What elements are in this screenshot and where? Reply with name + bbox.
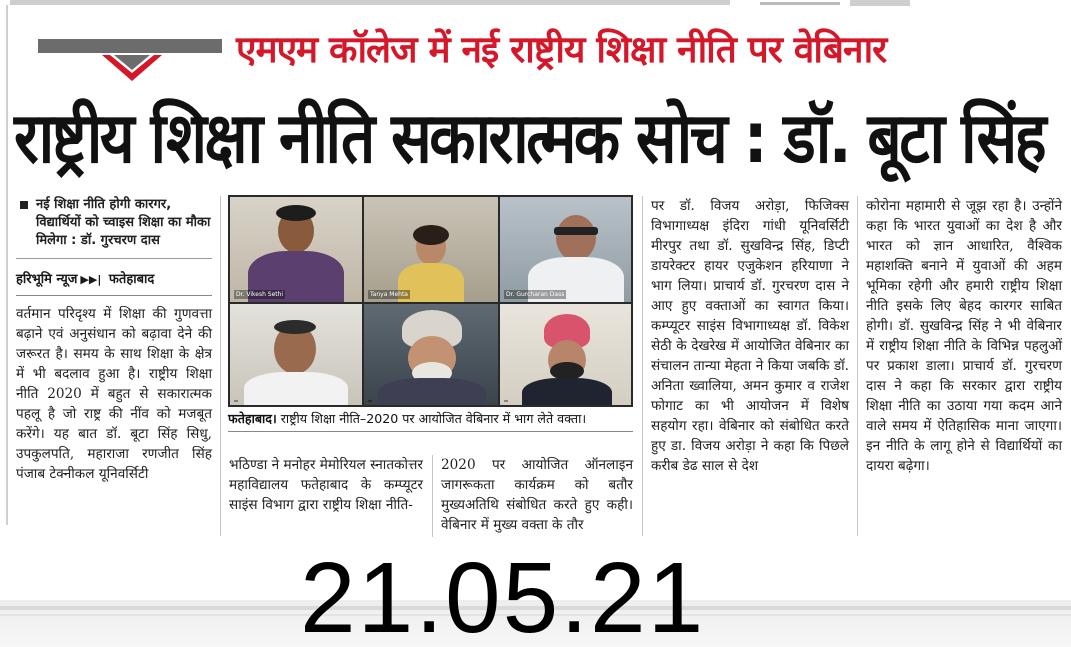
chevron-down-icon bbox=[100, 51, 164, 87]
page-edge-rule bbox=[6, 5, 8, 525]
column-divider bbox=[642, 196, 643, 536]
highlight-box bbox=[16, 196, 212, 259]
photo-tile bbox=[230, 304, 362, 405]
body-text-col2: भठिण्डा ने मनोहर मेमोरियल स्नातकोत्तर महाविद्यालय फतेहाबाद के कम्प्यूटर साइंस विभाग द्वारा राष्ट्रीय शिक्षा नीति- bbox=[229, 457, 423, 513]
tile-label: Dr. Vikesh Sethi bbox=[236, 291, 284, 298]
body-text-col5: कोरोना महामारी से जूझ रहा है। उन्होंने कहा कि भारत युवाओं का देश है और भारत को ज्ञान आधारित, वैश्विक महाशक्ति बनाने में युवाओं की अहम भूमिका रहेगी और हमारी राष्ट्रीय शिक्षा नीति इसके लिए बेहद कारगर साबित होगी। डॉ. सुखविन्द्र सिंह ने भी वेबिनार में राष्ट्रीय शिक्षा नीति के विभिन्न पहलुओं पर प्रकाश डाला। प्राचार्य डॉ. गुरचरण दास ने कहा कि सरकार द्वारा राष्ट्रीय शिक्षा नीति का उठाया गया कदम आने वाले समय में ऐतिहासिक माना जाएगा। इन नीति के लागू होने से विद्यार्थियों का दायरा बढ़ेगा। bbox=[866, 198, 1062, 474]
column-1 bbox=[16, 196, 212, 484]
photo-tile bbox=[230, 197, 362, 302]
column-divider bbox=[857, 196, 858, 536]
tile-label bbox=[234, 400, 238, 402]
tile-label bbox=[504, 400, 508, 402]
caption-place: फतेहाबाद। bbox=[228, 411, 277, 426]
highlight-text: नई शिक्षा नीति होगी कारगर, विद्यार्थियों को च्वाइस शिक्षा का मौका मिलेगा : डॉ. गुरचरण दास bbox=[36, 197, 211, 248]
column-divider bbox=[220, 196, 221, 536]
main-headline: राष्ट्रीय शिक्षा नीति सकारात्मक सोच : डॉ. बूटा सिंह bbox=[14, 97, 1045, 179]
arrow-icon: ▶▶| bbox=[80, 273, 102, 286]
photo-tile bbox=[500, 197, 631, 302]
body-text-col4: पर डॉ. विजय अरोड़ा, फिजिक्स विभागाध्यक्ष इंदिरा गांधी यूनिवर्सिटी मीरपुर तथा डॉ. सुखविन्द्र सिंह, डिप्टी डायरेक्टर हायर एजुकेशन हरियाणा ने भाग लिया। प्राचार्य डॉ. गुरचरण दास ने आए हुए वक्ताओं का स्वागत किया। कम्प्यूटर साइंस विभागाध्यक्ष डॉ. विकेश सेठी के देखरेख में आयोजित वेबिनार का संचालन तान्या मेहता ने किया जबकि डॉ. अनिता ख्वालिया, अमन कुमार व राजेश फोगाट का भी आयोजन में विशेष सहयोग रहा। वेबिनार को संबोधित करते हुए डा. विजय अरोड़ा ने कहा कि पिछले करीब डेढ साल से देश bbox=[651, 198, 849, 474]
byline-place: फतेहाबाद bbox=[108, 272, 155, 287]
kicker-headline: एमएम कॉलेज में नई राष्ट्रीय शिक्षा नीति पर वेबिनार bbox=[236, 28, 887, 71]
column-divider bbox=[432, 455, 433, 537]
byline-source: हरिभूमि न्यूज bbox=[16, 272, 78, 287]
tile-label: Dr. Gurcharan Dass bbox=[506, 291, 565, 298]
photo-tile bbox=[500, 304, 631, 405]
body-text-col3: 2020 पर आयोजित ऑनलाइन जागरूकता कार्यक्रम को बतौर मुख्यअतिथि संबोधित करते हुए कही। वेबिनार में मुख्य वक्ता के तौर bbox=[441, 457, 633, 533]
photo-tile bbox=[364, 197, 498, 302]
publication-date: 21.05.21 bbox=[300, 542, 706, 647]
webinar-photo bbox=[228, 195, 633, 407]
previous-article-remnant bbox=[0, 0, 1071, 12]
photo-tile bbox=[364, 304, 498, 405]
photo-caption bbox=[228, 410, 633, 432]
caption-text: राष्ट्रीय शिक्षा नीति–2020 पर आयोजित वेबिनार में भाग लेते वक्ता। bbox=[280, 411, 587, 426]
square-bullet-icon bbox=[20, 201, 28, 209]
byline bbox=[16, 269, 212, 296]
tile-label: Tanya Mehta bbox=[370, 291, 408, 298]
body-text-col1: वर्तमान परिदृश्य में शिक्षा की गुणवत्ता बढ़ाने एवं अनुसंधान को बढ़ावा देने की जरूरत है। समय के साथ शिक्षा के क्षेत्र में भी बदलाव हुआ है। राष्ट्रीय शिक्षा नीति 2020 में बहुत से सकारात्मक पहलू है जो राष्ट्र की नींव को मजबूत करेंगे। यह बात डॉ. बूटा सिंह सिधु, उपकुलपति, महाराजा रणजीत सिंह पंजाब टेक्नीकल यूनिवर्सिटी bbox=[16, 306, 212, 482]
tile-label bbox=[368, 400, 372, 402]
